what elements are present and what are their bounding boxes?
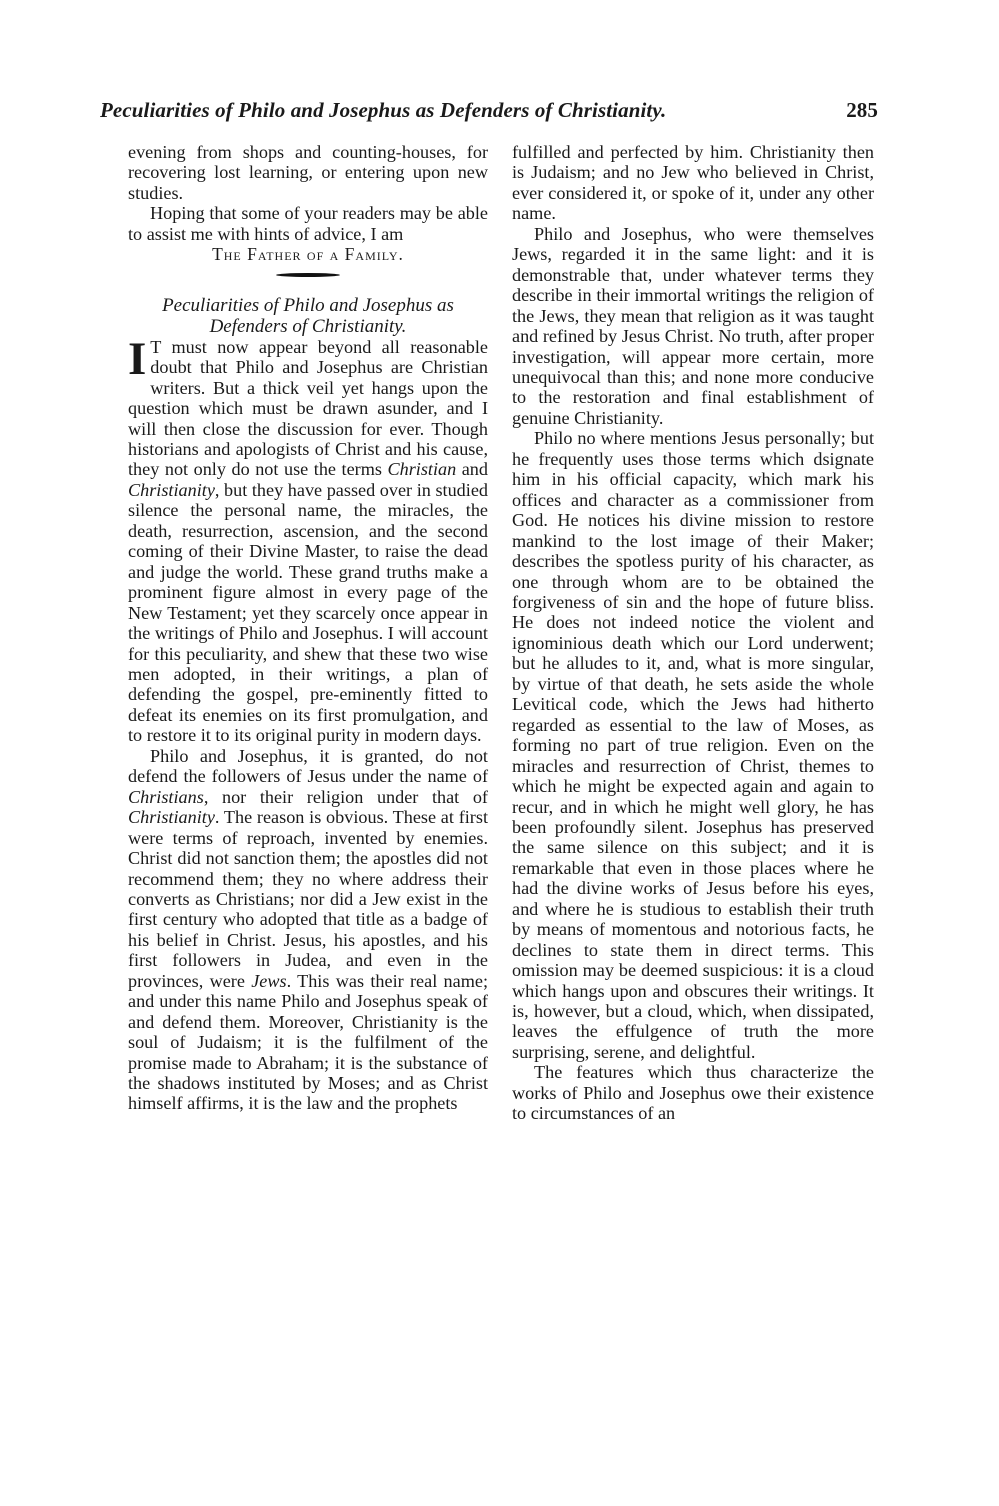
section-divider (276, 273, 340, 277)
running-title: Peculiarities of Philo and Josephus as Defenders of Christianity. (100, 98, 667, 122)
paragraph-2: Philo and Josephus, it is granted, do not defend the followers of Jesus under the name of Christians, nor their religion under that of Christianity. The reason is obvious. These at first were terms of reproach, invented by enemies. Christ did not sanction them; the apostles did not recommend them; they no where address their converts as Christians; nor did a Jew exist in the first century who adopted that title as a badge of his belief in Christ. Jesus, his apostles, and his first followers in Judea, and even in the provinces, were Jews. This was their real name; and under this name Philo and Josephus speak of and defend them. Moreover, Christianity is the soul of Judaism; it is the fulfilment of the promise made to Abraham; it is the substance of the shadows instituted by Moses; and as Christ himself affirms, it is the law and the prophets (128, 745, 488, 1114)
paragraph-5: The features which thus characterize the works of Philo and Josephus owe their existence to circumstances of an (512, 1062, 874, 1124)
right-column (512, 142, 874, 1124)
paragraph-continuation-left: evening from shops and counting-houses, for recovering lost learning, or entering upon new studies. (128, 142, 488, 203)
left-column (128, 142, 488, 1114)
article-title-line1: Peculiarities of Philo and Josephus as (162, 294, 454, 316)
page-number: 285 (846, 98, 878, 122)
paragraph-3: Philo and Josephus, who were themselves Jews, regarded it in the same light: and it is demonstrable that, under whatever terms they describe in their immortal writings the religion of the Jews, they mean that religion as it was taught and refined by Jesus Christ. No truth, after proper investigation, will appear more certain, more unequivocal than this; and none more conducive to the restoration and final establishment of genuine Christianity. (512, 223, 874, 428)
paragraph-1: I T must now appear beyond all reasonable doubt that Philo and Josephus are Christian writers. But a thick veil yet hangs upon the question which must be drawn asunder, and I will then close the discussion for ever. Though historians and apologists of Christ and his cause, they not only do not use the terms Christian and Christianity, but they have passed over in studied silence the personal name, the miracles, the death, resurrection, ascension, and the second coming of their Divine Master, to raise the dead and judge the world. These grand truths make a prominent figure almost in every page of the New Testament; yet they scarcely once appear in the writings of Philo and Josephus. I will account for this peculiarity, and shew that these two wise men adopted, in their writings, a plan of defending the gospel, pre-eminently fitted to defeat its enemies on its first promulgation, and to restore it to its original purity in modern days. (128, 332, 488, 746)
article-title (128, 295, 488, 337)
paragraph-continuation-right: fulfilled and perfected by him. Christianity then is Judaism; and no Jew who believed in Christ, ever considered it, or spoke of it, under any other name. (512, 142, 874, 224)
signature: The Father of a Family. (212, 244, 404, 265)
paragraph-4: Philo no where mentions Jesus personally; but he frequently uses those terms which dsignate him in his official capacity, which mark his offices and character as a commissioner from God. He notices his divine mission to restore mankind to the lost image of their Maker; describes the spotless purity of his character, as one through whom are to be obtained the forgiveness of sin and the hope of future bliss. He does not indeed notice the violent and ignominious death which our Lord underwent; but he alludes to it, and, what is more singular, by virtue of that death, he sets aside the whole Levitical code, which the Jews had hitherto regarded as essential to the law of Moses, as forming no part of true religion. Even on the miracles and resurrection of Christ, themes to which he might be expected again and again to recur, and in which he might well glory, he has been profoundly silent. Josephus has preserved the same silence on this subject; and it is remarkable that even in those places where he had the divine works of Jesus before his eyes, and where he is studious to establish their truth by means of momentous and notorious facts, he declines to state them in direct terms. This omission may be deemed suspicious: it is a cloud which hangs upon and obscures their writings. It is, however, but a cloud, which, when dissipated, leaves the effulgence of truth the more surprising, serene, and delightful. (512, 428, 874, 1062)
article-title-line2: Defenders of Christianity. (209, 315, 407, 337)
drop-cap: I (128, 332, 147, 385)
paragraph-hoping: Hoping that some of your readers may be able to assist me with hints of advice, I am (128, 203, 488, 244)
